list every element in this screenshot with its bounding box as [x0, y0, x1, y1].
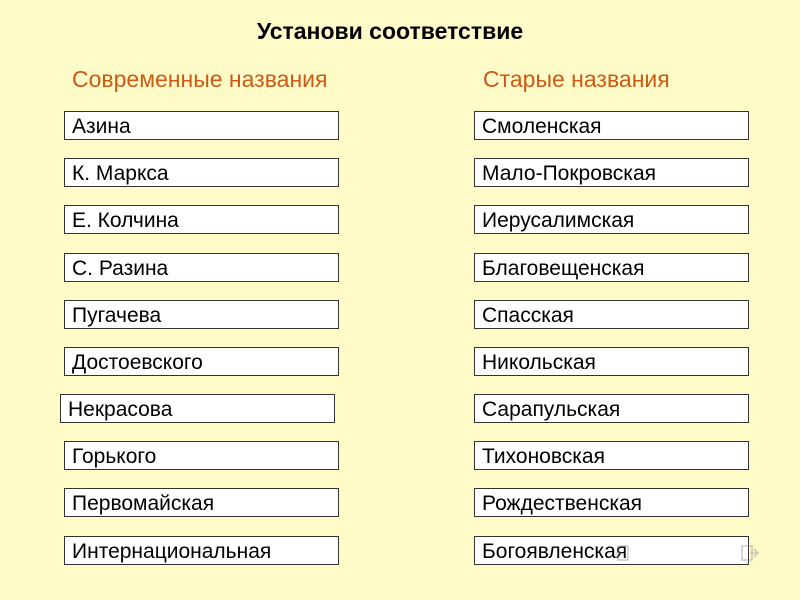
modern-names-header: Современные названия	[72, 66, 328, 92]
slide-navigation-icon[interactable]	[612, 538, 762, 568]
modern-name-box[interactable]: Горького	[64, 441, 339, 470]
old-name-box[interactable]: Смоленская	[474, 111, 749, 140]
modern-name-box[interactable]: Достоевского	[64, 347, 339, 376]
old-name-box[interactable]: Благовещенская	[474, 253, 749, 282]
old-name-box[interactable]: Иерусалимская	[474, 205, 749, 234]
modern-name-box[interactable]: Пугачева	[64, 300, 339, 329]
modern-name-box[interactable]: К. Маркса	[64, 158, 339, 187]
old-name-box[interactable]: Спасская	[474, 300, 749, 329]
modern-name-box[interactable]: Е. Колчина	[64, 205, 339, 234]
old-name-box[interactable]: Тихоновская	[474, 441, 749, 470]
old-name-box[interactable]: Мало-Покровская	[474, 158, 749, 187]
old-name-box[interactable]: Богоявленская	[474, 536, 749, 565]
modern-name-box[interactable]: Интернациональная	[64, 536, 339, 565]
modern-name-box[interactable]: Первомайская	[64, 488, 339, 517]
modern-name-box[interactable]: Азина	[64, 111, 339, 140]
old-names-header: Старые названия	[483, 66, 670, 92]
modern-name-box[interactable]: С. Разина	[64, 253, 339, 282]
modern-name-box[interactable]: Некрасова	[60, 394, 335, 423]
old-name-box[interactable]: Рождественская	[474, 488, 749, 517]
page-title: Установи соответствие	[256, 18, 524, 44]
old-name-box[interactable]: Сарапульская	[474, 394, 749, 423]
old-name-box[interactable]: Никольская	[474, 347, 749, 376]
